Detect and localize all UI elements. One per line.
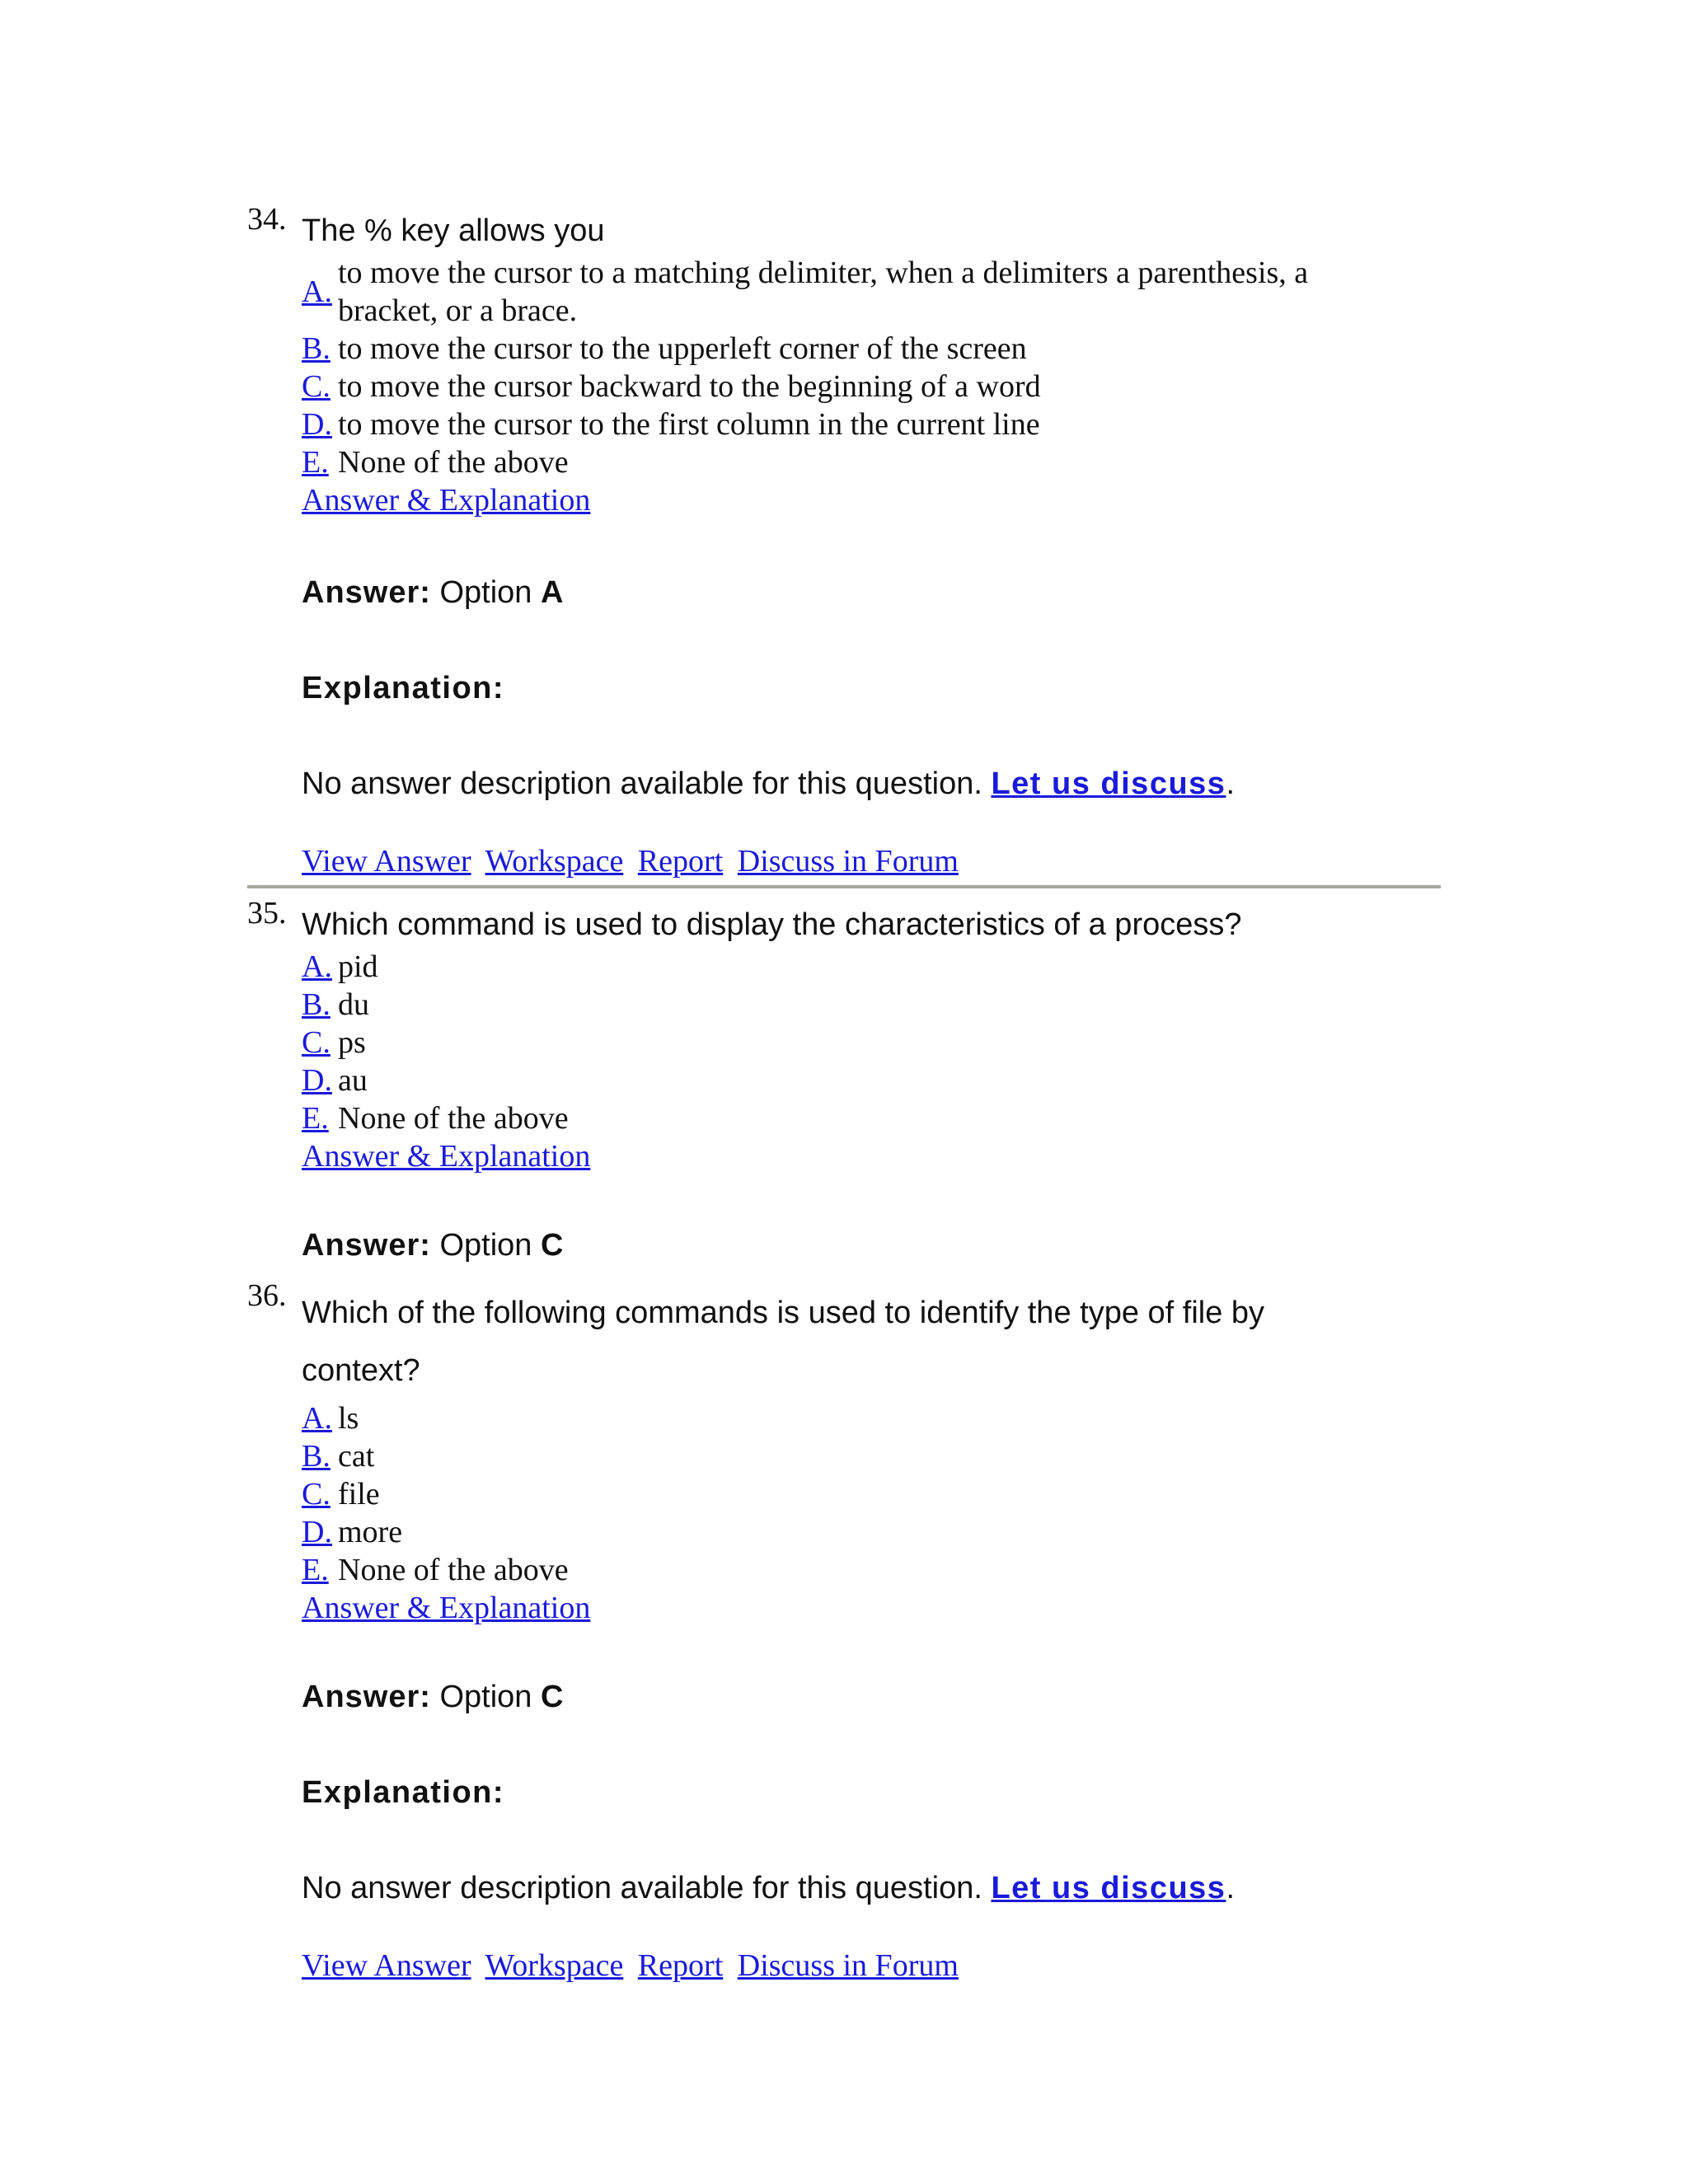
option-b-text: to move the cursor to the upperleft corner of the screen bbox=[338, 331, 1027, 366]
answer-prefix: Option bbox=[439, 575, 532, 610]
discuss-suffix: . bbox=[1226, 766, 1235, 801]
option-a bbox=[302, 1399, 1373, 1437]
option-b bbox=[302, 1437, 1373, 1475]
explanation-text-line bbox=[302, 765, 1406, 803]
explanation-text: No answer description available for this question. bbox=[302, 1871, 982, 1905]
let-us-discuss-link[interactable]: Let us discuss bbox=[991, 766, 1226, 801]
option-a-link[interactable]: A. bbox=[302, 274, 332, 309]
option-b bbox=[302, 986, 1406, 1024]
option-d-text: to move the cursor to the first column in the current line bbox=[338, 407, 1040, 442]
option-e bbox=[302, 443, 1406, 481]
option-e-text: None of the above bbox=[338, 1553, 569, 1587]
option-e bbox=[302, 1551, 1373, 1589]
answer-prefix: Option bbox=[439, 1228, 532, 1263]
question-text: The % key allows you bbox=[302, 213, 605, 248]
answer-value: C bbox=[541, 1228, 564, 1263]
option-b-text: du bbox=[338, 987, 369, 1022]
option-c bbox=[302, 368, 1406, 405]
question-body bbox=[302, 902, 1406, 1264]
option-d bbox=[302, 405, 1406, 443]
option-a-text: ls bbox=[338, 1401, 359, 1436]
answer-line bbox=[302, 574, 1406, 612]
option-a-link[interactable]: A. bbox=[302, 1401, 332, 1436]
answer-label: Answer: bbox=[302, 575, 431, 610]
option-c bbox=[302, 1024, 1406, 1062]
option-d-text: au bbox=[338, 1063, 368, 1098]
workspace-link[interactable]: Workspace bbox=[485, 1948, 624, 1983]
question-footer-links bbox=[302, 1947, 1373, 1985]
question-number: 34. bbox=[247, 202, 287, 237]
let-us-discuss-link[interactable]: Let us discuss bbox=[991, 1871, 1226, 1905]
answer-label: Answer: bbox=[302, 1228, 431, 1263]
option-b-text: cat bbox=[338, 1439, 375, 1474]
option-c-link[interactable]: C. bbox=[302, 1477, 331, 1511]
option-a-link[interactable]: A. bbox=[302, 949, 332, 984]
question-text: Which of the following commands is used to identify the type of file by context? bbox=[302, 1296, 1265, 1388]
answer-line bbox=[302, 1226, 1406, 1264]
workspace-link[interactable]: Workspace bbox=[485, 844, 624, 879]
answer-prefix: Option bbox=[439, 1680, 532, 1714]
view-answer-link[interactable]: View Answer bbox=[302, 1948, 471, 1983]
discuss-in-forum-link[interactable]: Discuss in Forum bbox=[737, 844, 959, 879]
option-c-text: to move the cursor backward to the beginning of a word bbox=[338, 369, 1041, 404]
option-c bbox=[302, 1475, 1373, 1513]
option-a-text: pid bbox=[338, 949, 378, 984]
explanation-heading: Explanation: bbox=[302, 671, 505, 705]
discuss-suffix: . bbox=[1226, 1871, 1235, 1905]
option-d bbox=[302, 1062, 1406, 1099]
question-body bbox=[302, 208, 1406, 880]
question-footer-links bbox=[302, 842, 1406, 880]
option-b-link[interactable]: B. bbox=[302, 987, 331, 1022]
explanation-text: No answer description available for this question. bbox=[302, 766, 982, 801]
option-b-link[interactable]: B. bbox=[302, 1439, 331, 1474]
answer-label: Answer: bbox=[302, 1680, 431, 1714]
report-link[interactable]: Report bbox=[637, 1948, 724, 1983]
option-d bbox=[302, 1513, 1373, 1551]
question-body bbox=[302, 1284, 1373, 1985]
answer-line bbox=[302, 1678, 1373, 1716]
option-e-text: None of the above bbox=[338, 1101, 569, 1136]
option-c-text: file bbox=[338, 1477, 380, 1511]
option-e-link[interactable]: E. bbox=[302, 445, 329, 480]
view-answer-link[interactable]: View Answer bbox=[302, 844, 471, 879]
explanation-text-line bbox=[302, 1869, 1373, 1907]
option-a-text: to move the cursor to a matching delimiter, when a delimiters a parenthesis, a bracket, or a brace. bbox=[338, 255, 1309, 328]
answer-value: A bbox=[541, 575, 564, 610]
option-e-link[interactable]: E. bbox=[302, 1101, 329, 1136]
answer-explanation-link[interactable]: Answer & Explanation bbox=[302, 1139, 591, 1174]
option-a bbox=[302, 948, 1406, 986]
question-number: 35. bbox=[247, 896, 287, 930]
option-e bbox=[302, 1099, 1406, 1137]
explanation-heading: Explanation: bbox=[302, 1775, 505, 1810]
option-a bbox=[302, 254, 1406, 330]
option-d-link[interactable]: D. bbox=[302, 1063, 332, 1098]
answer-explanation-link[interactable]: Answer & Explanation bbox=[302, 1591, 591, 1625]
option-e-link[interactable]: E. bbox=[302, 1553, 329, 1587]
option-c-text: ps bbox=[338, 1025, 366, 1060]
report-link[interactable]: Report bbox=[637, 844, 724, 879]
option-d-link[interactable]: D. bbox=[302, 407, 332, 442]
option-d-link[interactable]: D. bbox=[302, 1515, 332, 1549]
discuss-in-forum-link[interactable]: Discuss in Forum bbox=[737, 1948, 959, 1983]
question-text: Which command is used to display the characteristics of a process? bbox=[302, 907, 1242, 942]
answer-explanation-link[interactable]: Answer & Explanation bbox=[302, 483, 591, 518]
option-d-text: more bbox=[338, 1515, 403, 1549]
answer-value: C bbox=[541, 1680, 564, 1714]
option-b-link[interactable]: B. bbox=[302, 331, 331, 366]
option-c-link[interactable]: C. bbox=[302, 369, 331, 404]
option-b bbox=[302, 330, 1406, 368]
option-e-text: None of the above bbox=[338, 445, 569, 480]
question-divider bbox=[247, 885, 1441, 888]
option-c-link[interactable]: C. bbox=[302, 1025, 331, 1060]
question-number: 36. bbox=[247, 1278, 287, 1313]
